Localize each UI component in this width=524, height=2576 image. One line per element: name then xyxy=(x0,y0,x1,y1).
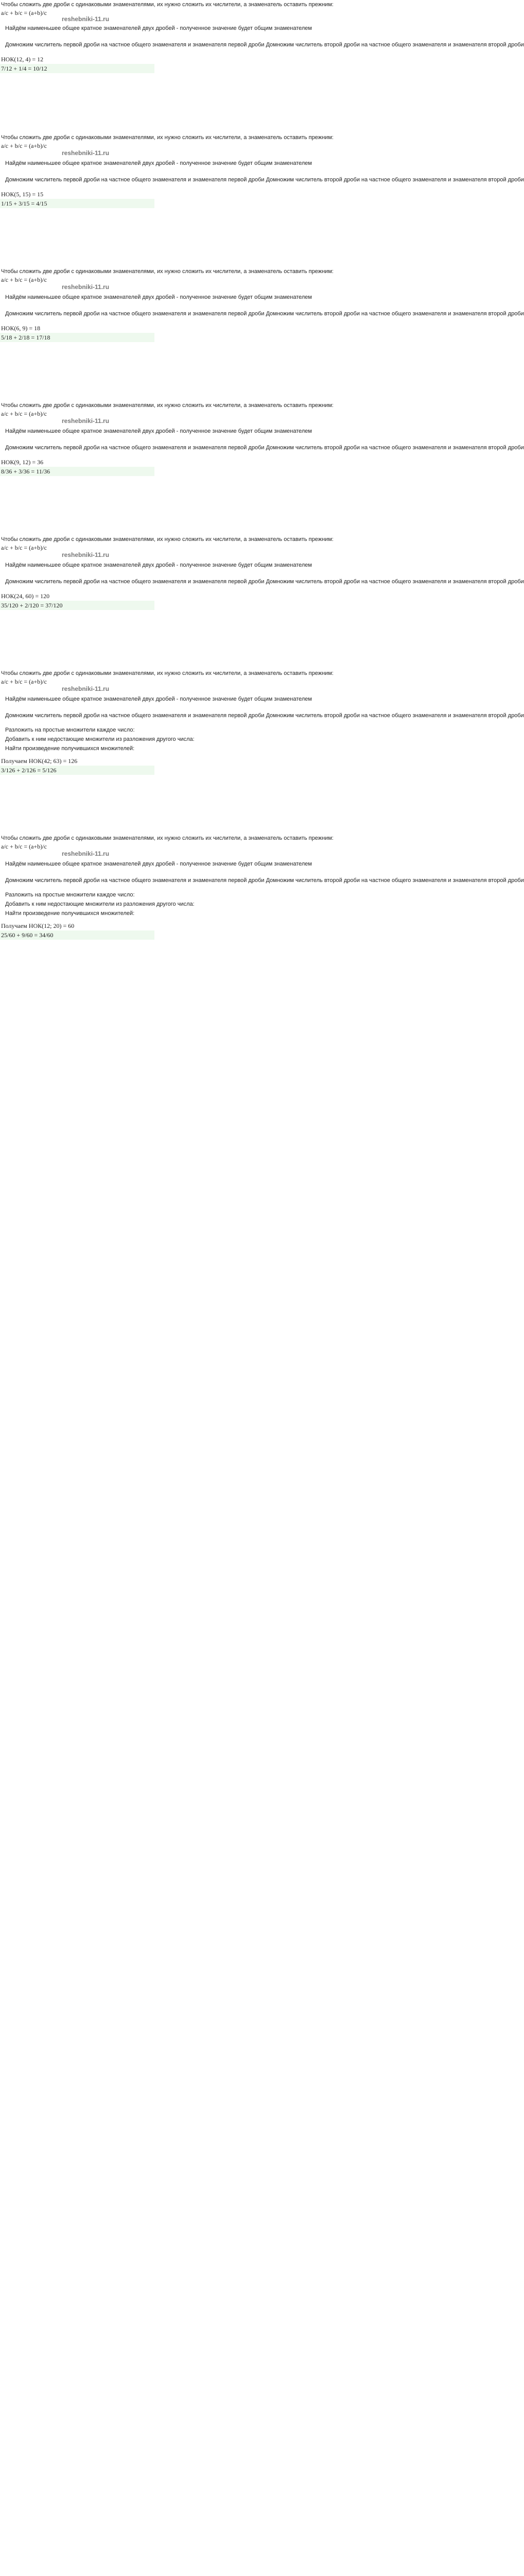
rule-formula: a/c + b/c = (a+b)/c xyxy=(1,678,47,685)
watermark: reshebniki-11.ru xyxy=(62,417,110,425)
nok-line: НОК(5, 15) = 15 xyxy=(1,191,44,198)
watermark: reshebniki-11.ru xyxy=(62,685,110,692)
sum-line: 35/120 + 2/120 = 37/120 xyxy=(1,602,63,609)
step-add: Добавить к ним недостающие множители из разложения другого числа: xyxy=(5,736,195,742)
step-factor: Разложить на простые множители каждое число: xyxy=(5,727,135,733)
rule-text: Чтобы сложить две дроби с одинаковыми знаменателями, их нужно сложить их числители, а знаменатель оставить прежним: xyxy=(1,268,334,275)
step-multiply: Домножим числитель первой дроби на частное общего знаменателя и знаменателя первой дроби Домножим числитель второй дроби на частное общего знаменателя и знаменателя второй дроби xyxy=(5,579,524,585)
rule-formula: a/c + b/c = (a+b)/c xyxy=(1,544,47,551)
step-find: Найти произведение получившихся множителей: xyxy=(5,745,135,752)
step-lcm: Найдём наименьшее общее кратное знаменателей двух дробей - полученное значение будет общим знаменателем xyxy=(5,696,312,702)
rule-formula: a/c + b/c = (a+b)/c xyxy=(1,276,47,283)
sum-line: 25/60 + 9/60 = 34/60 xyxy=(1,931,54,939)
rule-formula: a/c + b/c = (a+b)/c xyxy=(1,843,47,850)
nok-line: Получаем НОК(12; 20) = 60 xyxy=(1,922,75,929)
step-multiply: Домножим числитель первой дроби на частное общего знаменателя и знаменателя первой дроби Домножим числитель второй дроби на частное общего знаменателя и знаменателя второй дроби xyxy=(5,42,524,48)
rule-text: Чтобы сложить две дроби с одинаковыми знаменателями, их нужно сложить их числители, а знаменатель оставить прежним: xyxy=(1,134,334,141)
rule-formula: a/c + b/c = (a+b)/c xyxy=(1,142,47,149)
step-find: Найти произведение получившихся множителей: xyxy=(5,910,135,917)
step-lcm: Найдём наименьшее общее кратное знаменателей двух дробей - полученное значение будет общим знаменателем xyxy=(5,562,312,568)
nok-line: НОК(12, 4) = 12 xyxy=(1,56,44,63)
rule-text: Чтобы сложить две дроби с одинаковыми знаменателями, их нужно сложить их числители, а знаменатель оставить прежним: xyxy=(1,402,334,409)
rule-formula: a/c + b/c = (a+b)/c xyxy=(1,410,47,417)
watermark: reshebniki-11.ru xyxy=(62,551,110,558)
rule-formula: a/c + b/c = (a+b)/c xyxy=(1,9,47,16)
sum-line: 1/15 + 3/15 = 4/15 xyxy=(1,200,47,207)
sum-line: 3/126 + 2/126 = 5/126 xyxy=(1,767,57,774)
nok-line: НОК(9, 12) = 36 xyxy=(1,459,44,466)
sum-line: 5/18 + 2/18 = 17/18 xyxy=(1,334,50,341)
nok-line: НОК(24, 60) = 120 xyxy=(1,592,50,600)
step-lcm: Найдём наименьшее общее кратное знаменателей двух дробей - полученное значение будет общим знаменателем xyxy=(5,861,312,867)
step-lcm: Найдём наименьшее общее кратное знаменателей двух дробей - полученное значение будет общим знаменателем xyxy=(5,428,312,434)
step-multiply: Домножим числитель первой дроби на частное общего знаменателя и знаменателя первой дроби Домножим числитель второй дроби на частное общего знаменателя и знаменателя второй дроби xyxy=(5,445,524,451)
step-lcm: Найдём наименьшее общее кратное знаменателей двух дробей - полученное значение будет общим знаменателем xyxy=(5,160,312,166)
watermark: reshebniki-11.ru xyxy=(62,283,110,291)
rule-text: Чтобы сложить две дроби с одинаковыми знаменателями, их нужно сложить их числители, а знаменатель оставить прежним: xyxy=(1,670,334,676)
sum-line: 8/36 + 3/36 = 11/36 xyxy=(1,468,50,475)
step-lcm: Найдём наименьшее общее кратное знаменателей двух дробей - полученное значение будет общим знаменателем xyxy=(5,294,312,300)
step-multiply: Домножим числитель первой дроби на частное общего знаменателя и знаменателя первой дроби Домножим числитель второй дроби на частное общего знаменателя и знаменателя второй дроби xyxy=(5,713,524,719)
step-multiply: Домножим числитель первой дроби на частное общего знаменателя и знаменателя первой дроби Домножим числитель второй дроби на частное общего знаменателя и знаменателя второй дроби xyxy=(5,877,524,884)
rule-text: Чтобы сложить две дроби с одинаковыми знаменателями, их нужно сложить их числители, а знаменатель оставить прежним: xyxy=(1,835,334,841)
sum-line: 7/12 + 1/4 = 10/12 xyxy=(1,65,47,72)
step-lcm: Найдём наименьшее общее кратное знаменателей двух дробей - полученное значение будет общим знаменателем xyxy=(5,25,312,31)
step-multiply: Домножим числитель первой дроби на частное общего знаменателя и знаменателя первой дроби Домножим числитель второй дроби на частное общего знаменателя и знаменателя второй дроби xyxy=(5,311,524,317)
step-factor: Разложить на простые множители каждое число: xyxy=(5,892,135,898)
rule-text: Чтобы сложить две дроби с одинаковыми знаменателями, их нужно сложить их числители, а знаменатель оставить прежним: xyxy=(1,2,334,8)
watermark: reshebniki-11.ru xyxy=(62,15,110,23)
step-add: Добавить к ним недостающие множители из разложения другого числа: xyxy=(5,901,195,907)
watermark: reshebniki-11.ru xyxy=(62,850,110,857)
step-multiply: Домножим числитель первой дроби на частное общего знаменателя и знаменателя первой дроби Домножим числитель второй дроби на частное общего знаменателя и знаменателя второй дроби xyxy=(5,177,524,183)
watermark: reshebniki-11.ru xyxy=(62,149,110,157)
nok-line: НОК(6, 9) = 18 xyxy=(1,325,41,332)
nok-line: Получаем НОК(42; 63) = 126 xyxy=(1,757,78,765)
rule-text: Чтобы сложить две дроби с одинаковыми знаменателями, их нужно сложить их числители, а знаменатель оставить прежним: xyxy=(1,536,334,543)
